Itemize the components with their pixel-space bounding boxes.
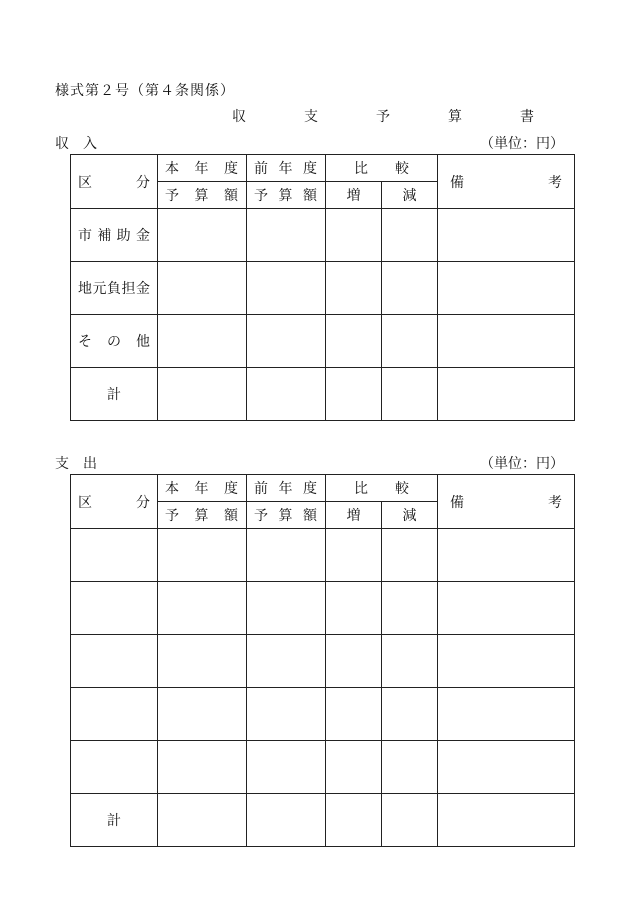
income-header-current-year: 本 年 度 xyxy=(158,155,247,182)
income-row-label: 市 補 助 金 xyxy=(71,209,158,262)
income-header-current-budget: 予 算 額 xyxy=(158,182,247,209)
income-cell-remarks[interactable] xyxy=(438,368,575,421)
income-section-label: 収入 xyxy=(55,136,111,152)
income-row-label: 計 xyxy=(71,368,158,421)
expense-cell-previous-budget[interactable] xyxy=(247,529,326,582)
income-unit-label: （単位：円） xyxy=(480,136,564,152)
expense-cell-decrease[interactable] xyxy=(382,741,438,794)
expense-cell-previous-budget[interactable] xyxy=(247,688,326,741)
income-cell-current-budget[interactable] xyxy=(158,315,247,368)
expense-table-row xyxy=(71,582,575,635)
expense-cell-remarks[interactable] xyxy=(438,794,575,847)
income-cell-previous-budget[interactable] xyxy=(247,209,326,262)
income-cell-previous-budget[interactable] xyxy=(247,368,326,421)
expense-table-row xyxy=(71,741,575,794)
income-table-row xyxy=(71,209,575,262)
income-cell-current-budget[interactable] xyxy=(158,368,247,421)
expense-cell-previous-budget[interactable] xyxy=(247,741,326,794)
income-header-decrease: 減 xyxy=(382,182,438,209)
expense-header-current-year: 本 年 度 xyxy=(158,475,247,502)
income-cell-previous-budget[interactable] xyxy=(247,315,326,368)
income-cell-previous-budget[interactable] xyxy=(247,262,326,315)
income-cell-increase[interactable] xyxy=(326,262,382,315)
expense-cell-increase[interactable] xyxy=(326,582,382,635)
income-table-row xyxy=(71,368,575,421)
income-table-row xyxy=(71,315,575,368)
expense-cell-decrease[interactable] xyxy=(382,635,438,688)
income-cell-current-budget[interactable] xyxy=(158,262,247,315)
expense-table-row xyxy=(71,635,575,688)
expense-row-label xyxy=(71,582,158,635)
expense-cell-remarks[interactable] xyxy=(438,529,575,582)
income-header-increase: 増 xyxy=(326,182,382,209)
expense-cell-increase[interactable] xyxy=(326,741,382,794)
expense-cell-previous-budget[interactable] xyxy=(247,582,326,635)
expense-cell-current-budget[interactable] xyxy=(158,741,247,794)
income-cell-decrease[interactable] xyxy=(382,262,438,315)
income-cell-increase[interactable] xyxy=(326,368,382,421)
expense-cell-remarks[interactable] xyxy=(438,741,575,794)
income-cell-remarks[interactable] xyxy=(438,262,575,315)
expense-cell-increase[interactable] xyxy=(326,794,382,847)
expense-header-remarks: 備 考 xyxy=(438,475,575,529)
expense-cell-increase[interactable] xyxy=(326,529,382,582)
expense-cell-remarks[interactable] xyxy=(438,635,575,688)
income-header-comparison: 比 較 xyxy=(326,155,438,182)
expense-cell-decrease[interactable] xyxy=(382,688,438,741)
expense-cell-decrease[interactable] xyxy=(382,529,438,582)
expense-row-label xyxy=(71,529,158,582)
expense-cell-decrease[interactable] xyxy=(382,794,438,847)
expense-cell-previous-budget[interactable] xyxy=(247,635,326,688)
expense-header-previous-year: 前 年 度 xyxy=(247,475,326,502)
expense-budget-table xyxy=(70,474,575,847)
expense-cell-current-budget[interactable] xyxy=(158,794,247,847)
expense-row-label: 計 xyxy=(71,794,158,847)
income-cell-decrease[interactable] xyxy=(382,368,438,421)
expense-row-label xyxy=(71,688,158,741)
income-header-previous-budget: 予 算 額 xyxy=(247,182,326,209)
expense-header-current-budget: 予 算 額 xyxy=(158,502,247,529)
income-cell-remarks[interactable] xyxy=(438,209,575,262)
expense-header-comparison: 比 較 xyxy=(326,475,438,502)
expense-header-increase: 増 xyxy=(326,502,382,529)
expense-cell-remarks[interactable] xyxy=(438,582,575,635)
income-cell-decrease[interactable] xyxy=(382,315,438,368)
expense-header-category: 区 分 xyxy=(71,475,158,529)
expense-table-row xyxy=(71,794,575,847)
expense-section-label: 支出 xyxy=(55,456,111,472)
income-table-row xyxy=(71,262,575,315)
document-title: 収 支 予 算 書 xyxy=(232,109,556,125)
expense-cell-increase[interactable] xyxy=(326,688,382,741)
expense-cell-previous-budget[interactable] xyxy=(247,794,326,847)
income-header-previous-year: 前 年 度 xyxy=(247,155,326,182)
expense-unit-label: （単位：円） xyxy=(480,456,564,472)
expense-table-row xyxy=(71,688,575,741)
income-budget-table xyxy=(70,154,575,421)
expense-row-label xyxy=(71,741,158,794)
expense-cell-increase[interactable] xyxy=(326,635,382,688)
expense-row-label xyxy=(71,635,158,688)
income-cell-increase[interactable] xyxy=(326,209,382,262)
form-number: 様式第２号（第４条関係） xyxy=(55,83,235,99)
income-row-label: 地 元 負 担 金 xyxy=(71,262,158,315)
income-cell-decrease[interactable] xyxy=(382,209,438,262)
expense-cell-current-budget[interactable] xyxy=(158,582,247,635)
income-row-label: そ の 他 xyxy=(71,315,158,368)
expense-cell-remarks[interactable] xyxy=(438,688,575,741)
expense-cell-current-budget[interactable] xyxy=(158,529,247,582)
income-cell-remarks[interactable] xyxy=(438,315,575,368)
expense-table-row xyxy=(71,529,575,582)
income-header-remarks: 備 考 xyxy=(438,155,575,209)
expense-cell-current-budget[interactable] xyxy=(158,688,247,741)
expense-header-previous-budget: 予 算 額 xyxy=(247,502,326,529)
expense-cell-decrease[interactable] xyxy=(382,582,438,635)
expense-cell-current-budget[interactable] xyxy=(158,635,247,688)
income-cell-increase[interactable] xyxy=(326,315,382,368)
expense-header-decrease: 減 xyxy=(382,502,438,529)
income-header-category: 区 分 xyxy=(71,155,158,209)
income-cell-current-budget[interactable] xyxy=(158,209,247,262)
